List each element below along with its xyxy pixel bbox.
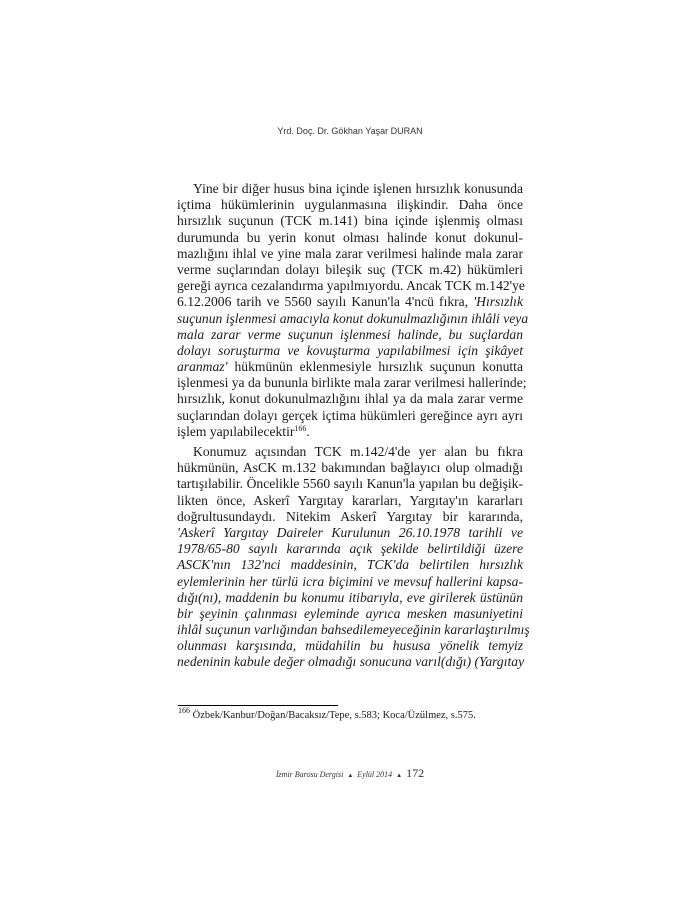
text-segment: içtima hükümlerinin uygulanmasına ilişkindir. Daha önce [177,197,523,213]
text-segment: işlem yapılabilecektir [177,423,295,439]
running-header: Yrd. Doç. Dr. Gökhan Yaşar DURAN [277,126,423,136]
text-segment: tartışılabilir. Öncelikle 5560 sayılı Kanun'la yapılan bu değişik- [177,476,523,492]
page-footer [0,766,700,781]
triangle-separator-icon: ▲ [396,773,403,779]
text-line [177,557,523,573]
text-segment: gereği ayrıca cezalandırma yapılmıyordu. Ancak TCK m.142'ye [177,278,525,294]
text-line [177,444,523,460]
body-text [177,181,530,675]
text-segment: verme suçlarından dolayı bileşik suç (TCK m.42) hükümleri [177,261,523,277]
text-segment: hükmünün, AsCK m.132 bakımından bağlayıcı olup olmadığı [177,460,523,476]
text-segment: mazlığını ihlal ve yine mala zarar verilmesi halinde mala zarar [177,245,523,261]
text-line [177,654,523,670]
text-line [177,230,523,246]
issue-date: Eylül 2014 [357,770,393,779]
journal-name: İzmir Barosu Dergisi [275,770,344,779]
italic-quote-segment: 'Hırsızlık [473,294,523,310]
text-line [177,310,529,327]
text-segment: hırsızlık, konut dokunulmazlığını ihlal ya da mala zarar verme [177,391,523,407]
italic-quote-segment: dolayı soruşturma ve kovuşturma yapılabilmesi için şikâyet [177,342,523,358]
italic-quote-segment: aranmaz' [177,359,228,375]
text-line [177,493,523,509]
text-segment: suçlarından dolayı gerçek içtima hükümleri gereğince ayrı ayrı [177,407,523,423]
text-line [177,408,523,424]
text-line [177,424,523,440]
text-line [177,294,523,310]
text-segment: işlenmesi ya da bununla birlikte mala zarar verilmesi hallerinde; [177,375,527,391]
italic-quote-segment: eylemlerinin her türlü icra biçimini ve mevsuf hallerini kapsa- [177,573,523,589]
text-line [177,541,523,557]
text-line [177,638,523,654]
italic-quote-segment: dığı(nı), maddenin bu konumu itibarıyla, eve girilerek üstünün [177,589,523,605]
footnote-number: 166 [178,706,190,715]
text-line [177,343,523,359]
text-line [177,476,523,492]
text-line [177,391,523,407]
italic-quote-segment: 'Askerî Yargıtay Daireler Kurulunun 26.10.1978 tarihli ve [177,524,523,540]
footnote-divider [178,705,338,706]
text-line [177,246,523,262]
text-segment: 6.12.2006 tarih ve 5560 sayılı Kanun'la 4'ncü fıkra, [177,294,474,310]
italic-quote-segment: olunması karşısında, müdahilin bu hususa yönelik temyiz [177,638,523,654]
text-line [177,181,523,197]
italic-quote-segment: mala zarar verme suçunun işlenmesi halinde, bu suçlardan [177,326,523,342]
text-line [177,460,523,476]
text-segment: durumunda bu yerin konut olması halinde konut dokunul- [177,229,523,245]
text-line [177,278,523,294]
italic-quote-segment: bir şeyinin çalınması eyleminde ayrıca mesken masuniyetini [177,605,523,621]
text-segment: hırsızlık suçunun (TCK m.141) bina içinde işlenmiş olması [177,213,523,229]
paragraph [177,444,530,671]
text-segment: Yine bir diğer husus bina içinde işlenen hırsızlık konusunda [193,181,523,196]
text-line [177,606,523,622]
text-segment: hükmünün eklenmesiyle hırsızlık suçunun konutta [227,359,523,375]
text-line [177,574,523,590]
footnote-166 [178,706,476,721]
italic-quote-segment: suçunun işlenmesi amacıyla konut dokunulmazlığının ihlâli veya [177,310,529,326]
text-line [177,525,523,541]
page-number: 172 [406,766,425,780]
footnote-reference: 166 [294,423,307,433]
italic-quote-segment: 1978/65-80 sayılı kararında açık şekilde belirtildiği üzere [177,541,523,557]
text-line [177,359,523,375]
text-segment: likten önce, Askerî Yargıtay kararları, Yargıtay'ın kararları [177,492,523,508]
italic-quote-segment: ihlâl suçunun varlığından bahsedilemeyeceğinin kararlaştırılmış [177,622,530,638]
text-line [177,327,523,343]
text-segment: . [306,423,310,439]
text-segment: doğrultusundaydı. Nitekim Askerî Yargıtay bir kararında, [177,508,523,524]
paragraph [177,181,529,440]
triangle-separator-icon: ▲ [347,773,354,779]
text-line [177,197,523,213]
text-line [177,509,523,525]
italic-quote-segment: nedeninin kabule değer olmadığı sonucuna varıl(dığı) (Yargıtay [177,654,525,670]
text-line [177,375,527,391]
text-segment: Konumuz açısından TCK m.142/4'de yer alan bu fıkra [193,444,523,459]
text-line [177,622,530,638]
text-line [177,590,523,606]
text-line [177,213,523,229]
italic-quote-segment: ASCK'nın 132'nci maddesinin, TCK'da belirtilen hırsızlık [177,557,523,573]
text-line [177,262,523,278]
footnote-text: Özbek/Kanbur/Doğan/Bacaksız/Tepe, s.583; Koca/Üzülmez, s.575. [190,710,476,721]
